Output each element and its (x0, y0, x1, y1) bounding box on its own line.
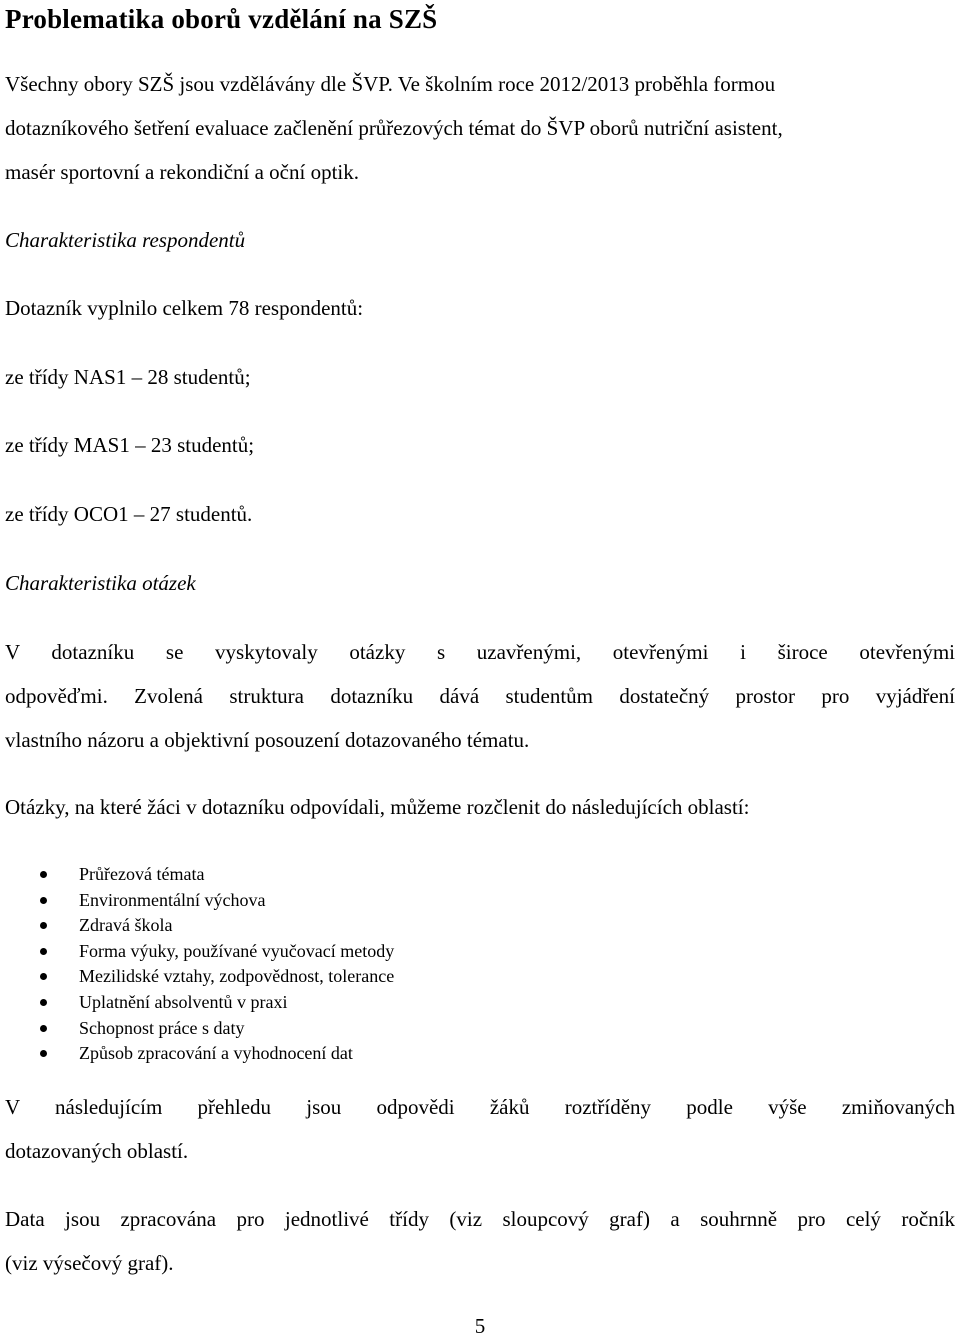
overview-line: V následujícím přehledu jsou odpovědi žáků roztříděny podle výše zmiňovaných (5, 1095, 955, 1119)
bullet-icon (40, 948, 47, 955)
areas-intro: Otázky, na které žáci v dotazníku odpovídali, můžeme rozčlenit do následujících oblastí: (5, 795, 750, 819)
list-item-label: Zdravá škola (79, 915, 173, 936)
bullet-icon (40, 1050, 47, 1057)
list-item (0, 964, 394, 990)
list-item-label: Forma výuky, používané vyučovací metody (79, 940, 395, 961)
list-item-label: Uplatnění absolventů v praxi (79, 991, 288, 1012)
list-item (0, 913, 394, 939)
list-item-label: Schopnost práce s daty (79, 1017, 245, 1038)
list-item (0, 939, 394, 965)
questions-line: odpověďmi. Zvolená struktura dotazníku dává studentům dostatečný prostor pro vyjádření (5, 684, 955, 708)
respondents-heading: Charakteristika respondentů (5, 228, 246, 252)
list-item (0, 990, 394, 1016)
respondents-class-oco1: ze třídy OCO1 – 27 studentů. (5, 502, 253, 526)
questions-line: vlastního názoru a objektivní posouzení dotazovaného tématu. (5, 728, 530, 752)
respondents-total: Dotazník vyplnilo celkem 78 respondentů: (5, 296, 364, 320)
list-item-label: Průřezová témata (79, 864, 205, 884)
list-item (0, 862, 394, 888)
list-item-label: Environmentální výchova (79, 889, 266, 910)
bullet-icon (40, 973, 47, 980)
bullet-icon (40, 999, 47, 1006)
bullet-icon (40, 1025, 47, 1032)
bullet-icon (40, 897, 47, 904)
list-item (0, 888, 394, 914)
intro-paragraph (5, 62, 957, 194)
intro-line: dotazníkového šetření evaluace začlenění průřezových témat do ŠVP oborů nutriční asistent, (5, 116, 783, 140)
list-item-label: Způsob zpracování a vyhodnocení dat (79, 1043, 353, 1064)
questions-heading: Charakteristika otázek (5, 571, 196, 595)
areas-list (0, 862, 394, 1067)
intro-line: masér sportovní a rekondiční a oční optik. (5, 160, 359, 184)
bullet-icon (40, 922, 47, 929)
data-note-line: Data jsou zpracována pro jednotlivé třídy (viz sloupcový graf) a souhrnně pro celý ročník (5, 1207, 955, 1231)
bullet-icon (40, 871, 47, 878)
respondents-class-mas1: ze třídy MAS1 – 23 studentů; (5, 433, 255, 457)
list-item (0, 1041, 394, 1067)
page-number: 5 (474, 1314, 486, 1338)
page-title: Problematika oborů vzdělání na SZŠ (5, 4, 438, 34)
questions-line: V dotazníku se vyskytovaly otázky s uzavřenými, otevřenými i široce otevřenými (5, 640, 955, 664)
intro-line: Všechny obory SZŠ jsou vzdělávány dle ŠVP. Ve školním roce 2012/2013 proběhla formou (5, 72, 776, 96)
list-item (0, 1016, 394, 1042)
respondents-class-nas1: ze třídy NAS1 – 28 studentů; (5, 365, 251, 389)
data-note-line: (viz výsečový graf). (5, 1251, 174, 1275)
list-item-label: Mezilidské vztahy, zodpovědnost, tolerance (79, 966, 395, 987)
overview-line: dotazovaných oblastí. (5, 1139, 189, 1163)
